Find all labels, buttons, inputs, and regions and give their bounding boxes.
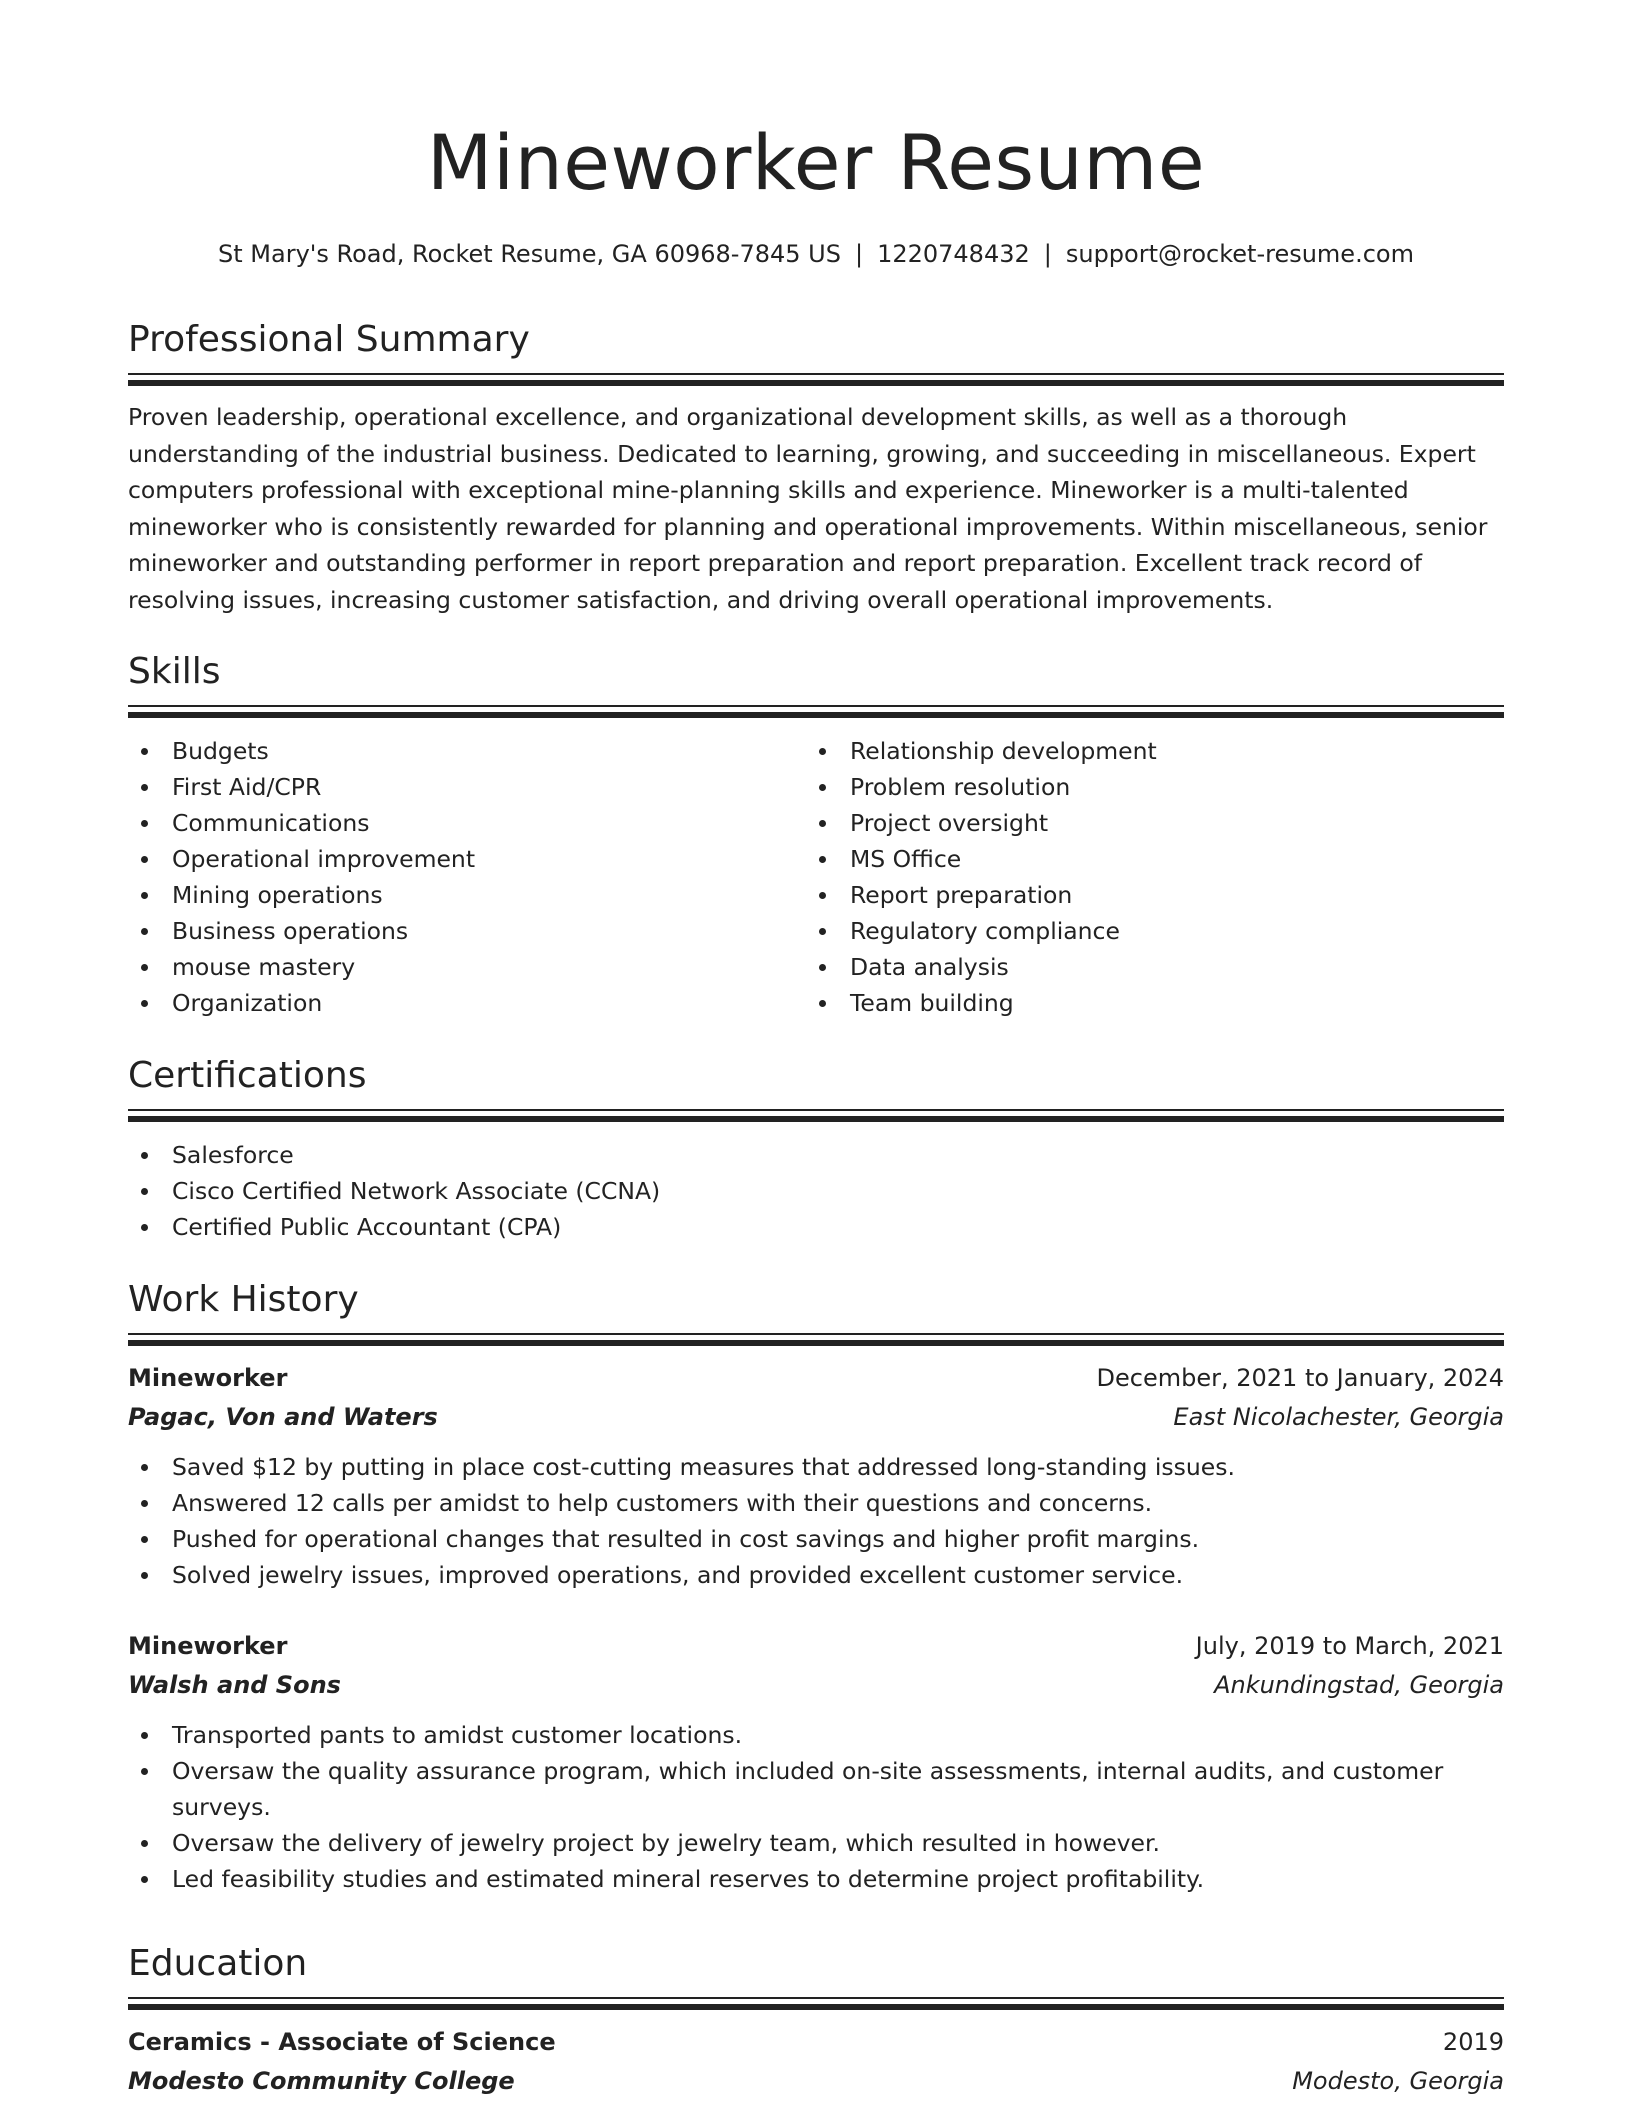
skill-item: Team building bbox=[806, 985, 1484, 1021]
job-company: Pagac, Von and Waters bbox=[128, 1403, 438, 1431]
job-company: Walsh and Sons bbox=[128, 1671, 341, 1699]
section-title-work-history: Work History bbox=[128, 1279, 359, 1320]
section-title-skills: Skills bbox=[128, 651, 221, 692]
work-history-section bbox=[128, 1278, 1504, 1897]
education-header-row bbox=[128, 2023, 1504, 2062]
job-bullet: Oversaw the quality assurance program, which included on-site assessments, internal audits, and customer surveys. bbox=[128, 1753, 1504, 1825]
contact-separator: | bbox=[854, 240, 864, 268]
skill-item: Problem resolution bbox=[806, 769, 1484, 805]
skill-item: MS Office bbox=[806, 841, 1484, 877]
education-school: Modesto Community College bbox=[128, 2067, 515, 2095]
job-header-row bbox=[128, 1627, 1504, 1666]
skill-item: Operational improvement bbox=[128, 841, 806, 877]
skill-item: Project oversight bbox=[806, 805, 1484, 841]
skills-columns bbox=[128, 719, 1504, 1021]
job-dates: December, 2021 to January, 2024 bbox=[1096, 1364, 1504, 1392]
job-company-row bbox=[128, 1398, 1504, 1437]
contact-separator: | bbox=[1043, 240, 1052, 268]
contact-email: support@rocket-resume.com bbox=[1065, 240, 1414, 268]
education-degree: Ceramics - Associate of Science bbox=[128, 2028, 556, 2056]
education-school-row bbox=[128, 2062, 1504, 2101]
job-bullet: Answered 12 calls per amidst to help customers with their questions and concerns. bbox=[128, 1485, 1504, 1521]
job-bullet: Oversaw the delivery of jewelry project by jewelry team, which resulted in however. bbox=[128, 1825, 1504, 1861]
education-location: Modesto, Georgia bbox=[1292, 2067, 1504, 2095]
job-company-row bbox=[128, 1666, 1504, 1705]
certification-item: Certified Public Accountant (CPA) bbox=[128, 1209, 1504, 1245]
job-title: Mineworker bbox=[128, 1632, 288, 1660]
resume-page bbox=[128, 0, 1504, 2112]
contact-address: St Mary's Road, Rocket Resume, GA 60968-7845 US bbox=[218, 240, 841, 268]
resume-name: Mineworker Resume bbox=[426, 118, 1206, 207]
job-bullet: Transported pants to amidst customer locations. bbox=[128, 1717, 1504, 1753]
job-entry bbox=[128, 1627, 1504, 1897]
contact-phone: 1220748432 bbox=[877, 240, 1030, 268]
certifications-list bbox=[128, 1137, 1504, 1245]
section-title-education: Education bbox=[128, 1943, 308, 1984]
job-location: East Nicolachester, Georgia bbox=[1173, 1403, 1504, 1431]
section-title-summary: Professional Summary bbox=[128, 319, 530, 360]
skill-item: Mining operations bbox=[128, 877, 806, 913]
certification-item: Salesforce bbox=[128, 1137, 1504, 1173]
section-divider bbox=[128, 1109, 1504, 1123]
job-bullets bbox=[128, 1449, 1504, 1593]
job-title: Mineworker bbox=[128, 1364, 288, 1392]
skills-list-left bbox=[128, 733, 806, 1021]
education-section bbox=[128, 1942, 1504, 2101]
education-entry bbox=[128, 2023, 1504, 2101]
job-header-row bbox=[128, 1359, 1504, 1398]
skill-item: Organization bbox=[128, 985, 806, 1021]
skill-item: Report preparation bbox=[806, 877, 1484, 913]
job-bullet: Saved $12 by putting in place cost-cutting measures that addressed long-standing issues. bbox=[128, 1449, 1504, 1485]
skill-item: First Aid/CPR bbox=[128, 769, 806, 805]
section-divider bbox=[128, 373, 1504, 387]
skill-item: Communications bbox=[128, 805, 806, 841]
certifications-section bbox=[128, 1054, 1504, 1245]
job-bullets bbox=[128, 1717, 1504, 1897]
job-location: Ankundingstad, Georgia bbox=[1214, 1671, 1504, 1699]
skill-item: Data analysis bbox=[806, 949, 1484, 985]
certification-item: Cisco Certified Network Associate (CCNA) bbox=[128, 1173, 1504, 1209]
skill-item: Business operations bbox=[128, 913, 806, 949]
section-title-certifications: Certifications bbox=[128, 1055, 367, 1096]
education-year: 2019 bbox=[1442, 2028, 1504, 2056]
skill-item: Relationship development bbox=[806, 733, 1484, 769]
summary-section bbox=[128, 318, 1504, 618]
section-divider bbox=[128, 1333, 1504, 1347]
contact-line bbox=[128, 240, 1504, 268]
skills-section bbox=[128, 650, 1504, 1021]
skills-list-right bbox=[806, 733, 1484, 1021]
summary-text: Proven leadership, operational excellence, and organizational development skills, as well as a thorough understanding of the industrial business. Dedicated to learning, growing, and succeeding in miscellaneous. Expert computers professional with exceptional mine-planning skills and experience. Mineworker is a multi-talented mineworker who is consistently rewarded for planning and operational improvements. Within miscellaneous, senior mineworker and outstanding performer in report preparation and report preparation. Excellent track record of resolving issues, increasing customer satisfaction, and driving overall operational improvements. bbox=[128, 403, 1488, 614]
job-bullet: Pushed for operational changes that resulted in cost savings and higher profit margins. bbox=[128, 1521, 1504, 1557]
skill-item: Regulatory compliance bbox=[806, 913, 1484, 949]
skill-item: mouse mastery bbox=[128, 949, 806, 985]
job-dates: July, 2019 to March, 2021 bbox=[1195, 1632, 1504, 1660]
job-bullet: Solved jewelry issues, improved operations, and provided excellent customer service. bbox=[128, 1557, 1504, 1593]
job-entry bbox=[128, 1359, 1504, 1593]
skill-item: Budgets bbox=[128, 733, 806, 769]
section-divider bbox=[128, 1997, 1504, 2011]
job-bullet: Led feasibility studies and estimated mineral reserves to determine project profitability. bbox=[128, 1861, 1504, 1897]
section-divider bbox=[128, 705, 1504, 719]
